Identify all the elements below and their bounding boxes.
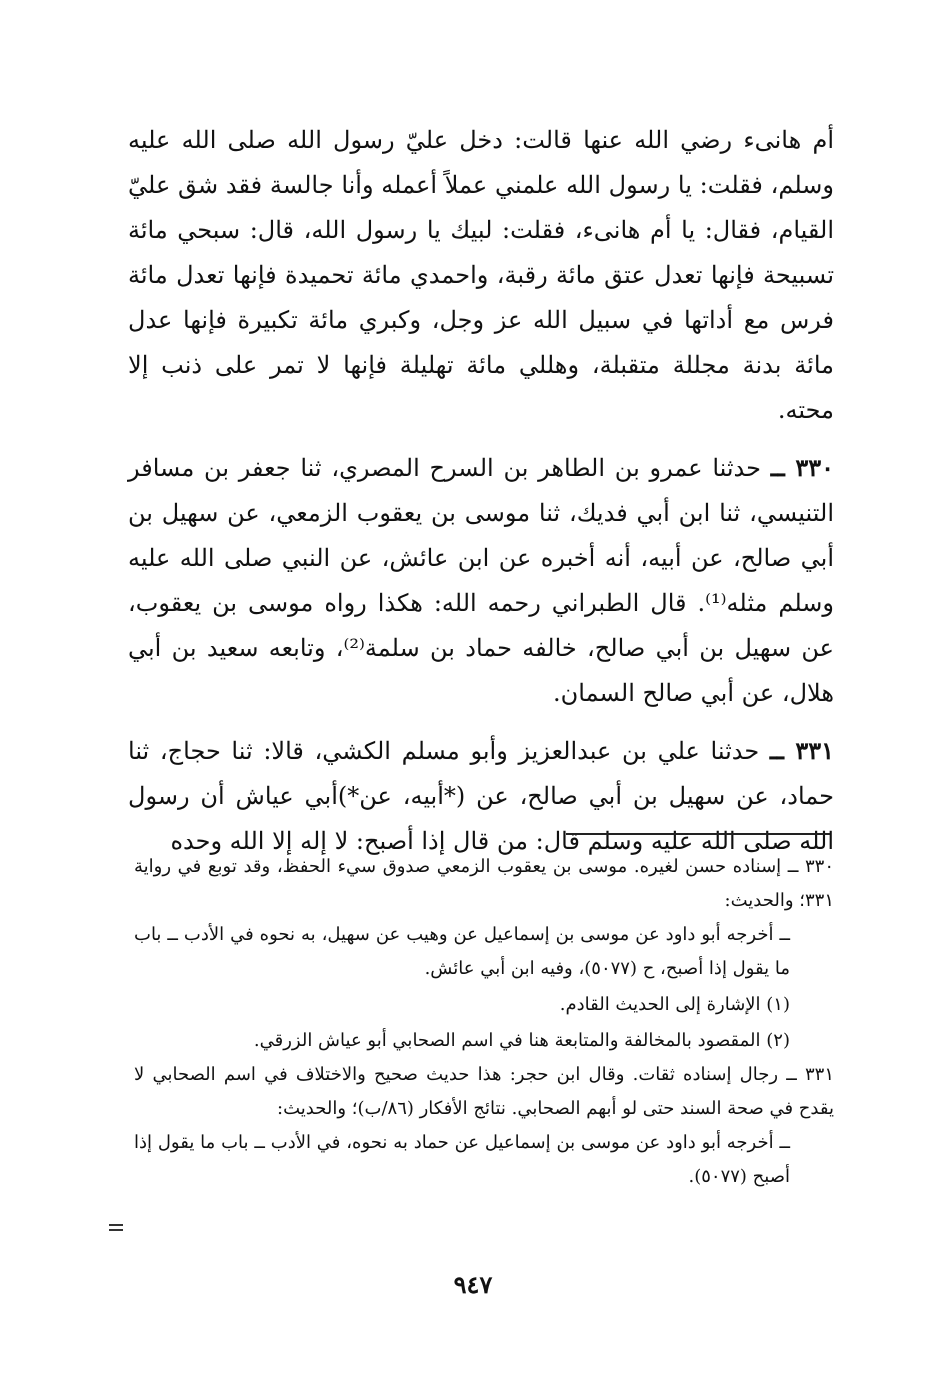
footnote-330: ٣٣٠ ــ إسناده حسن لغيره. موسى بن يعقوب الزمعي صدوق سيء الحفظ، وقد توبع في رواية ٣٣١؛ والحديث: [134,856,834,911]
main-text-body [128,118,834,864]
page-number: ٩٤٧ [453,1270,493,1299]
hadith-331-paragraph [128,728,834,864]
footnote-330-takhrij: ــ أخرجه أبو داود عن موسى بن إسماعيل عن وهيب عن سهيل، به نحوه في الأدب ــ باب ما يقول إذا أصبح، ح (٥٠٧٧)، وفيه ابن أبي عائش. [134,924,790,979]
footnotes-section [134,850,834,1194]
footnote-separator [566,833,830,835]
hadith-330-paragraph [128,445,834,716]
footnote-330-note-1: (١) الإشارة إلى الحديث القادم. [559,994,790,1015]
continuation-mark [109,1224,123,1232]
paragraph-text: حدثنا علي بن عبدالعزيز وأبو مسلم الكشي، قالا: ثنا حجاج، ثنا حماد، عن سهيل بن أبي صالح، عن (*أبيه، عن*)أبي عياش أن رسول الله صلى الله عليه وسلم قال: من قال إذا أصبح: لا إله إلا الله وحده [128,737,834,855]
hadith-number: ٣٣١ ــ [769,736,834,765]
hadith-continuation-paragraph [128,118,834,433]
footnote-330-note-2: (٢) المقصود بالمخالفة والمتابعة هنا في اسم الصحابي أبو عياش الزرقي. [253,1030,790,1051]
paragraph-text: أم هانىء رضي الله عنها قالت: دخل عليّ رسول الله صلى الله عليه وسلم، فقلت: يا رسول الله علمني عملاً أعمله وأنا جالسة فقد شق عليّ القيام، فقال: يا أم هانىء، فقلت: لبيك يا رسول الله، قال: سبحي مائة تسبيحة فإنها تعدل عتق مائة رقبة، واحمدي مائة تحميدة فإنها تعدل مائة فرس مع أداتها في سبيل الله عز وجل، وكبري مائة تكبيرة فإنها عدل مائة بدنة مجللة متقبلة، وهللي مائة تهليلة فإنها لا تمر على ذنب إلا محته. [128,126,834,424]
paragraph-text: حدثنا عمرو بن الطاهر بن السرح المصري، ثنا جعفر بن مسافر التنيسي، ثنا ابن أبي فديك، ثنا موسى بن يعقوب الزمعي، عن سهيل بن أبي صالح، عن أبيه، أنه أخبره عن ابن عائش، عن النبي صلى الله عليه وسلم مثله⁽¹⁾. قال الطبراني رحمه الله: هكذا رواه موسى بن يعقوب، عن سهيل بن أبي صالح، خالفه حماد بن سلمة⁽²⁾، وتابعه سعيد بن أبي هلال، عن أبي صالح السمان. [128,454,834,707]
hadith-number: ٣٣٠ ــ [770,453,834,482]
footnote-331: ٣٣١ ــ رجال إسناده ثقات. وقال ابن حجر: هذا حديث صحيح والاختلاف في اسم الصحابي لا يقدح في صحة السند حتى لو أبهم الصحابي. نتائج الأفكار (٨٦/ب)؛ والحديث: [134,1064,834,1119]
footnote-331-takhrij: ــ أخرجه أبو داود عن موسى بن إسماعيل عن حماد به نحوه، في الأدب ــ باب ما يقول إذا أصبح (٥٠٧٧). [134,1132,790,1187]
